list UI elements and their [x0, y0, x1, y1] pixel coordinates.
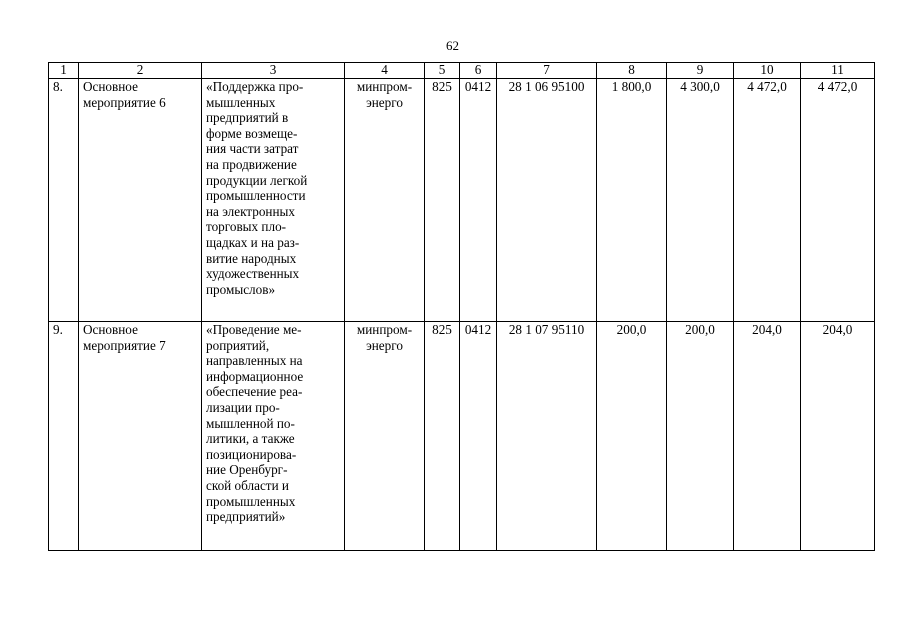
program-table: [48, 62, 875, 551]
column-header: 7: [497, 63, 597, 79]
amount-col11: 204,0: [801, 322, 875, 551]
amount-col8: 1 800,0: [597, 79, 667, 322]
column-header: 8: [597, 63, 667, 79]
row-number: 8.: [49, 79, 79, 322]
column-header: 2: [79, 63, 202, 79]
executor: минпром- энерго: [345, 322, 425, 551]
row-number: 9.: [49, 322, 79, 551]
section-code: 0412: [460, 79, 497, 322]
column-header: 3: [202, 63, 345, 79]
executor: минпром- энерго: [345, 79, 425, 322]
column-header: 10: [734, 63, 801, 79]
amount-col11: 4 472,0: [801, 79, 875, 322]
amount-col10: 204,0: [734, 322, 801, 551]
table-row: [49, 322, 875, 551]
event-description: «Поддержка про- мышленных предприятий в форме возмеще- ния части затрат на продвижение продукции легкой промышленности на электронных торговых пло- щадках и на раз- витие народных художественных промыслов»: [202, 79, 345, 322]
column-header: 1: [49, 63, 79, 79]
column-header: 6: [460, 63, 497, 79]
event-description: «Проведение ме- роприятий, направленных на информационное обеспечение реа- лизации про- мышленной по- литики, а также позиционирова- ние Оренбург- ской области и промышленных предприятий»: [202, 322, 345, 551]
amount-col10: 4 472,0: [734, 79, 801, 322]
column-header: 9: [667, 63, 734, 79]
table-row: [49, 79, 875, 322]
page-number: 62: [446, 38, 459, 53]
amount-col9: 4 300,0: [667, 79, 734, 322]
event-name: Основное мероприятие 7: [79, 322, 202, 551]
amount-col8: 200,0: [597, 322, 667, 551]
target-article-code: 28 1 07 95110: [497, 322, 597, 551]
header-row: [49, 63, 875, 79]
target-article-code: 28 1 06 95100: [497, 79, 597, 322]
column-header: 11: [801, 63, 875, 79]
event-name: Основное мероприятие 6: [79, 79, 202, 322]
grbs-code: 825: [425, 79, 460, 322]
amount-col9: 200,0: [667, 322, 734, 551]
column-header: 5: [425, 63, 460, 79]
column-header: 4: [345, 63, 425, 79]
grbs-code: 825: [425, 322, 460, 551]
section-code: 0412: [460, 322, 497, 551]
